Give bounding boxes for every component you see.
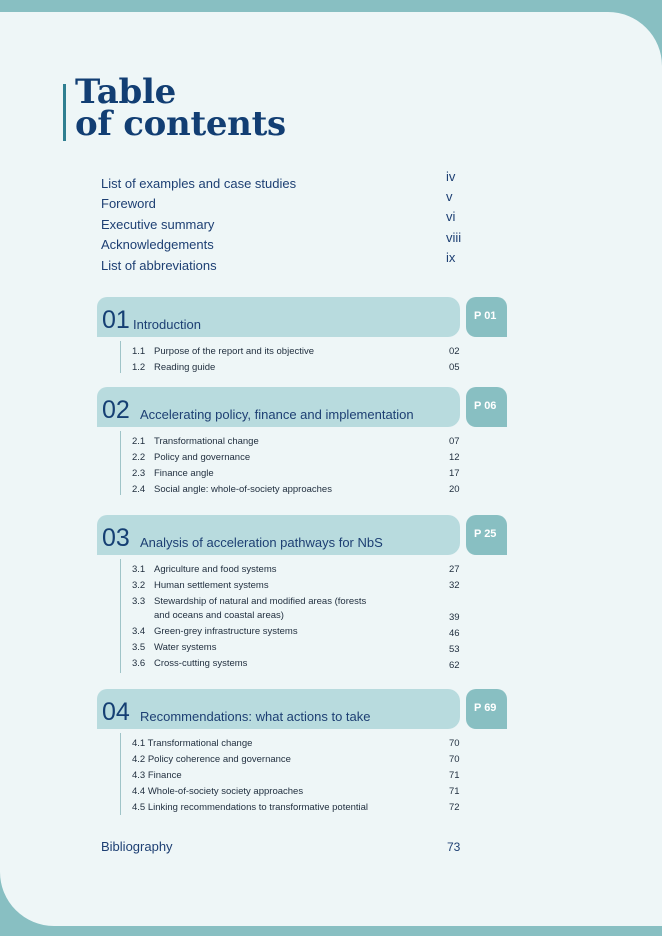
chapter-03-title: Analysis of acceleration pathways for NbS — [140, 535, 383, 550]
toc-page-3-6: 62 — [449, 660, 460, 671]
toc-page-bibliography: 73 — [447, 840, 461, 854]
chapter-04-number: 04 — [102, 698, 130, 726]
chapter-04-tab-label: P 69 — [474, 702, 497, 714]
toc-item-3-4[interactable]: 3.4 Green-grey infrastructure systems — [132, 626, 298, 637]
title-accent-bar — [63, 84, 66, 141]
toc-page-executive-summary: vi — [446, 209, 456, 224]
chapter-02-header[interactable] — [97, 387, 460, 427]
toc-item-2-2[interactable]: 2.2 Policy and governance — [132, 452, 251, 463]
toc-page-acknowledgements: viii — [446, 230, 462, 245]
toc-page-3-3: 39 — [449, 612, 460, 623]
chapter-03-tab-label: P 25 — [474, 528, 497, 540]
page-title — [75, 72, 286, 144]
toc-page-4-2: 70 — [449, 754, 460, 765]
toc-page-2-2: 12 — [449, 452, 460, 463]
chapter-02-title: Accelerating policy, finance and implementation — [140, 407, 414, 422]
toc-page-3-5: 53 — [449, 644, 460, 655]
toc-page-3-1: 27 — [449, 564, 460, 575]
chapter-04-title: Recommendations: what actions to take — [140, 709, 371, 724]
toc-entry-executive-summary[interactable]: Executive summary — [101, 217, 215, 232]
toc-entry-abbreviations[interactable]: List of abbreviations — [101, 258, 217, 273]
toc-item-1-1[interactable]: 1.1 Purpose of the report and its objective — [132, 346, 315, 357]
toc-item-3-3[interactable]: 3.3 Stewardship of natural and modified areas (forests — [132, 596, 367, 607]
toc-entry-acknowledgements[interactable]: Acknowledgements — [101, 237, 214, 252]
chapter-01-divider — [120, 341, 121, 373]
chapter-04-page-tab[interactable] — [466, 689, 507, 729]
toc-page-3-4: 46 — [449, 628, 460, 639]
toc-page-2-1: 07 — [449, 436, 460, 447]
toc-entry-foreword[interactable]: Foreword — [101, 196, 156, 211]
title-line-1: Table — [75, 72, 176, 112]
toc-page-4-5: 72 — [449, 802, 460, 813]
chapter-03-number: 03 — [102, 524, 130, 552]
toc-page-examples: iv — [446, 169, 456, 184]
chapter-04-header[interactable] — [97, 689, 460, 729]
chapter-02-divider — [120, 431, 121, 495]
toc-page-3-2: 32 — [449, 580, 460, 591]
toc-entry-examples[interactable]: List of examples and case studies — [101, 176, 297, 191]
chapter-04-divider — [120, 733, 121, 815]
toc-item-4-3[interactable]: 4.3 Finance — [132, 770, 182, 781]
chapter-01-header[interactable] — [97, 297, 460, 337]
toc-item-4-1[interactable]: 4.1 Transformational change — [132, 738, 253, 749]
toc-item-4-5[interactable]: 4.5 Linking recommendations to transformative potential — [132, 802, 369, 813]
toc-item-3-6[interactable]: 3.6 Cross-cutting systems — [132, 658, 248, 669]
chapter-01-tab-label: P 01 — [474, 310, 497, 322]
toc-entry-bibliography[interactable]: Bibliography — [101, 839, 173, 854]
chapter-03-divider — [120, 559, 121, 673]
toc-item-3-2[interactable]: 3.2 Human settlement systems — [132, 580, 269, 591]
toc-item-2-3[interactable]: 2.3 Finance angle — [132, 468, 214, 479]
toc-item-4-2[interactable]: 4.2 Policy coherence and governance — [132, 754, 291, 765]
toc-item-3-5[interactable]: 3.5 Water systems — [132, 642, 217, 653]
toc-page-4-1: 70 — [449, 738, 460, 749]
toc-item-4-4[interactable]: 4.4 Whole-of-society society approaches — [132, 786, 304, 797]
toc-item-3-3-continued[interactable]: and oceans and coastal areas) — [154, 610, 284, 621]
title-line-2: of contents — [75, 104, 286, 144]
chapter-01-title: Introduction — [133, 317, 201, 332]
chapter-02-tab-label: P 06 — [474, 400, 497, 412]
toc-item-3-1[interactable]: 3.1 Agriculture and food systems — [132, 564, 277, 575]
page-sheet — [0, 12, 662, 926]
toc-page-4-4: 71 — [449, 786, 460, 797]
toc-page-abbreviations: ix — [446, 250, 456, 265]
chapter-01-page-tab[interactable] — [466, 297, 507, 337]
toc-item-2-4[interactable]: 2.4 Social angle: whole-of-society approaches — [132, 484, 332, 495]
toc-item-1-2[interactable]: 1.2 Reading guide — [132, 362, 216, 373]
chapter-02-page-tab[interactable] — [466, 387, 507, 427]
chapter-03-header[interactable] — [97, 515, 460, 555]
toc-page-2-3: 17 — [449, 468, 460, 479]
toc-page-4-3: 71 — [449, 770, 460, 781]
toc-page-2-4: 20 — [449, 484, 460, 495]
chapter-03-page-tab[interactable] — [466, 515, 507, 555]
toc-page-1-1: 02 — [449, 346, 460, 357]
toc-page-foreword: v — [446, 189, 453, 204]
toc-page-1-2: 05 — [449, 362, 460, 373]
toc-item-2-1[interactable]: 2.1 Transformational change — [132, 436, 259, 447]
chapter-01-number: 01 — [102, 306, 130, 334]
chapter-02-number: 02 — [102, 396, 130, 424]
